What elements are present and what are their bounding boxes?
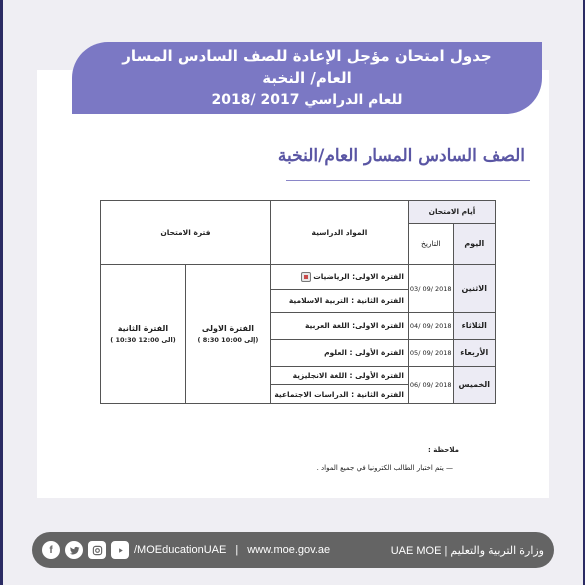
date-cell-thursday: 2018 /09 /06 — [408, 366, 453, 403]
day-cell-monday: الاثنين — [453, 265, 495, 313]
instagram-icon[interactable] — [88, 541, 106, 559]
period2-time: ( 10:30 الى 12:00) — [110, 336, 176, 345]
period1-cell — [185, 265, 270, 404]
date-cell-tuesday: 2018 /09 /04 — [408, 312, 453, 339]
section-title: الصف السادس المسار العام/النخبة — [277, 146, 525, 166]
period1-title: الفترة الاولى — [201, 324, 254, 334]
subject-cell: الفترة الثانية : الدراسات الاجتماعية — [270, 385, 408, 404]
section-underline — [286, 180, 530, 181]
notes-block — [317, 446, 459, 472]
subject-cell: الفترة الثانية : التربية الاسلامية — [270, 290, 408, 313]
header-banner — [72, 42, 542, 114]
exam-days-header: أيام الامتحان — [408, 201, 495, 224]
exam-schedule-table — [100, 200, 496, 404]
calculator-icon — [301, 272, 311, 282]
subject-cell — [270, 265, 408, 290]
subject-cell: الفترة الاولى: اللغة العربية — [270, 312, 408, 339]
footer-ministry: وزارة التربية والتعليم | UAE MOE — [390, 544, 544, 557]
footer-handle[interactable]: /MOEducationUAE — [134, 544, 227, 556]
left-border — [0, 0, 3, 585]
notes-item: — يتم اختبار الطالب الكترونيا في جميع المواد . — [316, 464, 453, 472]
period1-time: ( 8:30 إلى 10:00) — [197, 336, 259, 345]
period-header: فترة الامتحان — [101, 201, 271, 265]
day-cell-thursday: الخميس — [453, 366, 495, 403]
banner-title: جدول امتحان مؤجل الإعادة للصف السادس المسار العام/ النخبة — [122, 47, 492, 87]
subjects-header: المواد الدراسية — [270, 201, 408, 265]
footer-social — [42, 541, 330, 559]
day-header: اليوم — [453, 223, 495, 264]
date-header: التاريخ — [408, 223, 453, 264]
date-cell-wednesday: 2018 /09 /05 — [408, 339, 453, 366]
subject-cell: الفترة الأولى : العلوم — [270, 339, 408, 366]
notes-title: ملاحظة : — [428, 446, 459, 454]
footer-website[interactable]: www.moe.gov.ae — [247, 544, 331, 556]
footer-bar — [32, 532, 554, 568]
subject-cell: الفترة الأولى : اللغة الانجليزية — [270, 366, 408, 385]
date-cell-monday: 2018 /09 /03 — [408, 265, 453, 313]
day-cell-wednesday: الأربعاء — [453, 339, 495, 366]
footer-separator: | — [235, 544, 239, 556]
youtube-icon[interactable] — [111, 541, 129, 559]
twitter-icon[interactable] — [65, 541, 83, 559]
subject-label: الفترة الاولى: الرياضيات — [313, 272, 404, 282]
period2-title: الفترة الثانية — [117, 324, 169, 334]
banner-subtitle: للعام الدراسي 2017 /2018 — [211, 92, 403, 108]
facebook-icon[interactable]: f — [42, 541, 60, 559]
period2-cell — [101, 265, 186, 404]
day-cell-tuesday: الثلاثاء — [453, 312, 495, 339]
